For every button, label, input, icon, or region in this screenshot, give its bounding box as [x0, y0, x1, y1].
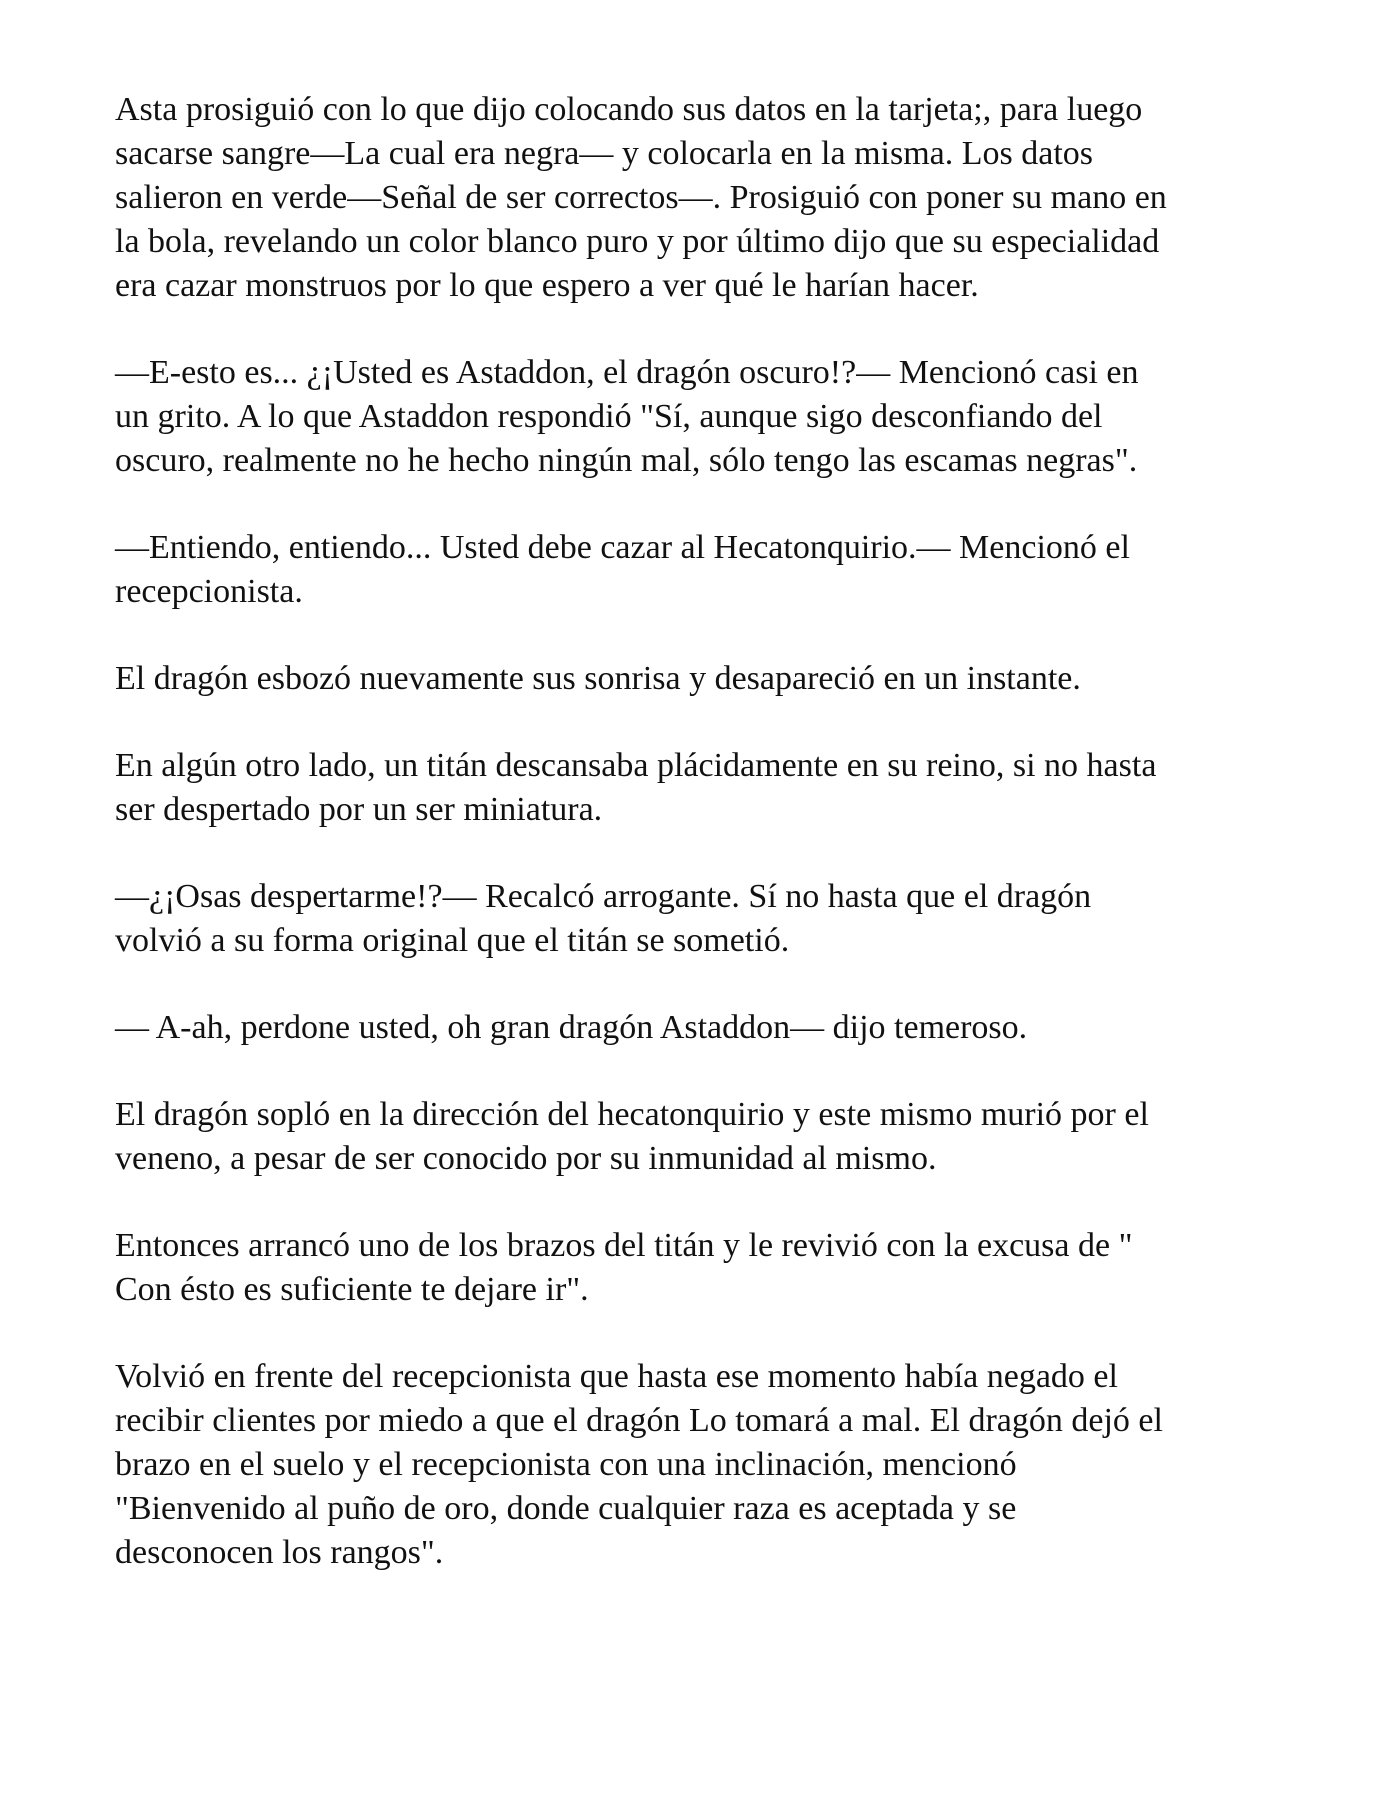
paragraph-9: Entonces arrancó uno de los brazos del titán y le revivió con la excusa de " Con ésto es suficiente te dejare ir". — [115, 1227, 1133, 1308]
paragraph-2: —E-esto es... ¿¡Usted es Astaddon, el dragón oscuro!?— Mencionó casi en un grito. A lo que Astaddon respondió "Sí, aunque sigo desconfiando del oscuro, realmente no he hecho ningún mal, sólo tengo las escamas negras". — [115, 354, 1139, 479]
document-page — [115, 88, 1265, 1618]
paragraph-7: — A-ah, perdone usted, oh gran dragón Astaddon— dijo temeroso. — [115, 1009, 1028, 1046]
paragraph-1: Asta prosiguió con lo que dijo colocando sus datos en la tarjeta;, para luego sacarse sangre—La cual era negra— y colocarla en la misma. Los datos salieron en verde—Señal de ser correctos—. Prosiguió con poner su mano en la bola, revelando un color blanco puro y por último dijo que su especialidad era cazar monstruos por lo que espero a ver qué le harían hacer. — [115, 91, 1167, 304]
paragraph-3: —Entiendo, entiendo... Usted debe cazar al Hecatonquirio.— Mencionó el recepcionista. — [115, 529, 1130, 610]
paragraph-8: El dragón sopló en la dirección del hecatonquirio y este mismo murió por el veneno, a pesar de ser conocido por su inmunidad al mismo. — [115, 1096, 1149, 1177]
paragraph-5: En algún otro lado, un titán descansaba plácidamente en su reino, si no hasta ser despertado por un ser miniatura. — [115, 747, 1157, 828]
paragraph-10: Volvió en frente del recepcionista que hasta ese momento había negado el recibir clientes por miedo a que el dragón Lo tomará a mal. El dragón dejó el brazo en el suelo y el recepcionista con una inclinación, mencionó "Bienvenido al puño de oro, donde cualquier raza es aceptada y se desconocen los rangos". — [115, 1358, 1163, 1571]
paragraph-6: —¿¡Osas despertarme!?— Recalcó arrogante. Sí no hasta que el dragón volvió a su forma original que el titán se sometió. — [115, 878, 1092, 959]
paragraph-4: El dragón esbozó nuevamente sus sonrisa y desapareció en un instante. — [115, 660, 1081, 697]
